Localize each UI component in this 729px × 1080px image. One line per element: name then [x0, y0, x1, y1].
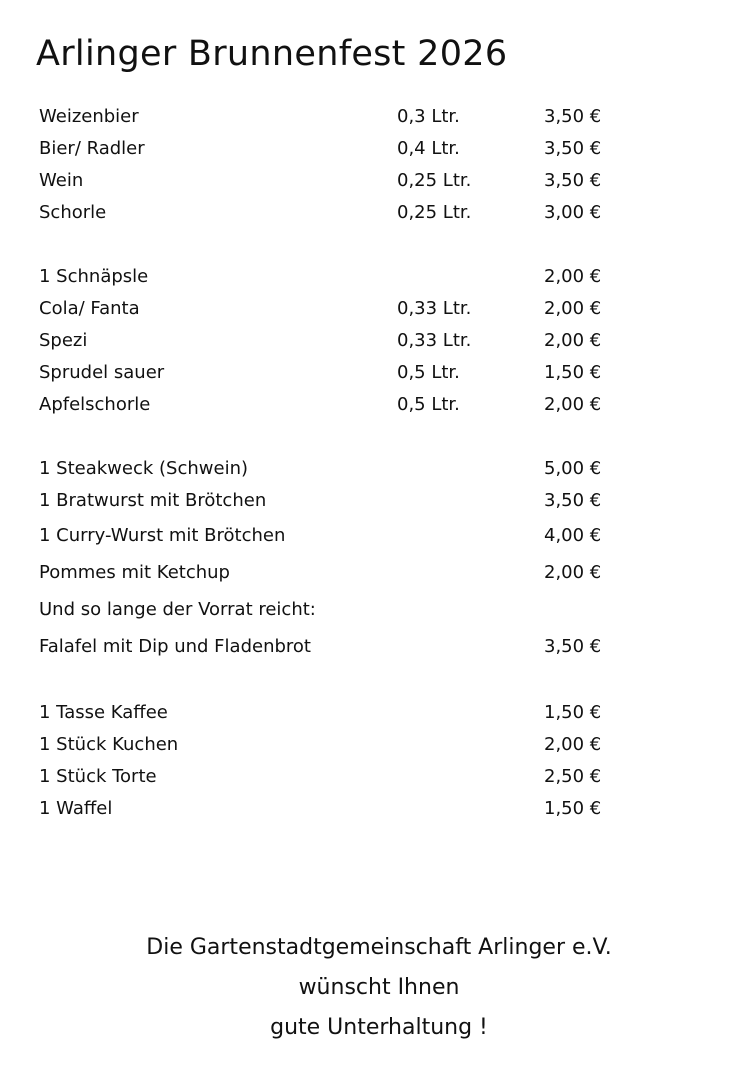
item-name: 1 Steakweck (Schwein) — [39, 458, 249, 479]
item-price: 1,50 € — [544, 702, 602, 723]
footer-line: gute Unterhaltung ! — [270, 1015, 488, 1040]
item-price: 2,50 € — [544, 766, 602, 787]
list-item — [39, 293, 639, 325]
item-price: 2,00 € — [544, 330, 602, 351]
list-item — [39, 761, 639, 793]
item-name: Bier/ Radler — [39, 138, 145, 159]
list-item — [39, 357, 639, 389]
list-item — [39, 793, 639, 825]
item-name: Cola/ Fanta — [39, 298, 140, 319]
footer-line: Die Gartenstadtgemeinschaft Arlinger e.V. — [146, 935, 612, 960]
item-price: 3,00 € — [544, 202, 602, 223]
item-name: Schorle — [39, 202, 107, 223]
list-item — [39, 101, 639, 133]
item-name: Weizenbier — [39, 106, 139, 127]
list-item — [39, 389, 639, 421]
list-item — [39, 165, 639, 197]
item-size: 0,5 Ltr. — [397, 362, 460, 383]
item-name: Apfelschorle — [39, 394, 151, 415]
list-item — [39, 197, 639, 229]
item-name: 1 Waffel — [39, 798, 113, 819]
item-price: 2,00 € — [544, 266, 602, 287]
item-price: 3,50 € — [544, 138, 602, 159]
list-item — [39, 697, 639, 729]
item-price: 1,50 € — [544, 362, 602, 383]
item-name: 1 Bratwurst mit Brötchen — [39, 490, 267, 511]
list-item — [39, 453, 639, 485]
footer-line: wünscht Ihnen — [298, 975, 460, 1000]
item-price: 2,00 € — [544, 734, 602, 755]
item-price: 3,50 € — [544, 106, 602, 127]
item-name: Sprudel sauer — [39, 362, 165, 383]
item-name: Und so lange der Vorrat reicht: — [39, 599, 316, 620]
item-price: 2,00 € — [544, 562, 602, 583]
page-title: Arlinger Brunnenfest 2026 — [36, 34, 508, 74]
item-name: Spezi — [39, 330, 88, 351]
list-item-note — [39, 591, 639, 628]
list-item — [39, 133, 639, 165]
item-size: 0,5 Ltr. — [397, 394, 460, 415]
list-item — [39, 517, 639, 554]
item-size: 0,25 Ltr. — [397, 170, 472, 191]
item-size: 0,33 Ltr. — [397, 330, 472, 351]
price-list — [39, 101, 639, 825]
item-price: 2,00 € — [544, 298, 602, 319]
item-price: 1,50 € — [544, 798, 602, 819]
item-name: 1 Stück Kuchen — [39, 734, 179, 755]
item-price: 4,00 € — [544, 525, 602, 546]
list-item — [39, 261, 639, 293]
item-size: 0,3 Ltr. — [397, 106, 460, 127]
list-item — [39, 485, 639, 517]
item-name: 1 Tasse Kaffee — [39, 702, 168, 723]
item-name: Wein — [39, 170, 84, 191]
list-item — [39, 628, 639, 665]
item-name: 1 Curry-Wurst mit Brötchen — [39, 525, 286, 546]
item-price: 3,50 € — [544, 490, 602, 511]
item-name: Pommes mit Ketchup — [39, 562, 230, 583]
item-price: 5,00 € — [544, 458, 602, 479]
item-price: 3,50 € — [544, 170, 602, 191]
item-size: 0,4 Ltr. — [397, 138, 460, 159]
list-item — [39, 554, 639, 591]
item-name: Falafel mit Dip und Fladenbrot — [39, 636, 311, 657]
item-name: 1 Schnäpsle — [39, 266, 149, 287]
item-price: 2,00 € — [544, 394, 602, 415]
list-item — [39, 729, 639, 761]
list-item — [39, 325, 639, 357]
item-name: 1 Stück Torte — [39, 766, 157, 787]
item-size: 0,25 Ltr. — [397, 202, 472, 223]
item-price: 3,50 € — [544, 636, 602, 657]
footer-message — [0, 928, 729, 1048]
item-size: 0,33 Ltr. — [397, 298, 472, 319]
